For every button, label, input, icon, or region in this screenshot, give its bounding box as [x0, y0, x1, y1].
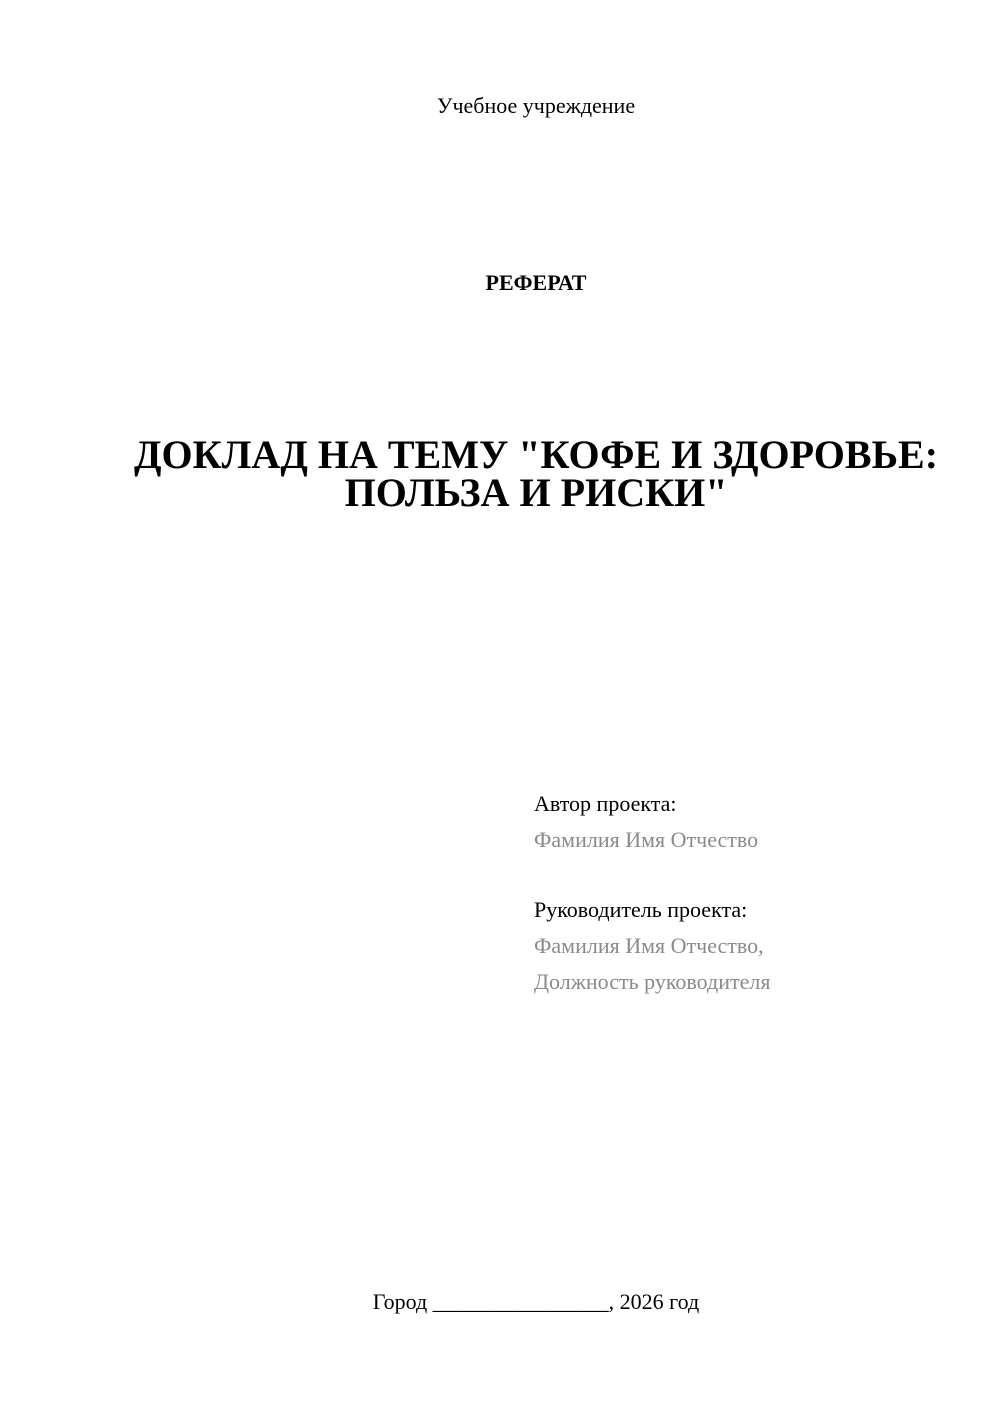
title-line-1: ДОКЛАД НА ТЕМУ "КОФЕ И ЗДОРОВЬЕ: — [133, 432, 939, 477]
supervisor-name: Фамилия Имя Отчество, — [534, 933, 764, 958]
spacer — [534, 858, 974, 892]
supervisor-position: Должность руководителя — [534, 969, 771, 994]
city-year-footer: Город ________________, 2026 год — [372, 1289, 700, 1314]
title-line-2: ПОЛЬЗА И РИСКИ" — [344, 470, 728, 515]
author-name: Фамилия Имя Отчество — [534, 827, 759, 852]
project-people-block — [534, 786, 974, 1000]
supervisor-label: Руководитель проекта: — [534, 897, 748, 922]
document-title — [100, 432, 972, 515]
institution-name: Учебное учреждение — [436, 93, 636, 118]
author-label: Автор проекта: — [534, 791, 677, 816]
document-type: РЕФЕРАТ — [485, 270, 587, 295]
